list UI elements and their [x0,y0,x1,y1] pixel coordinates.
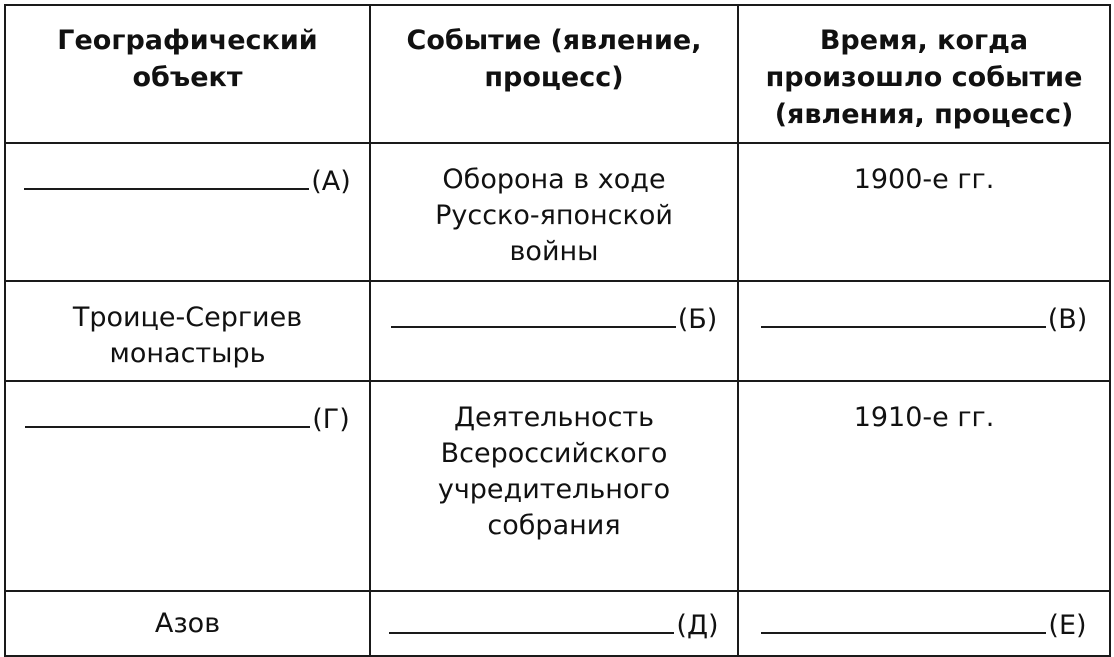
object-cell [5,591,370,656]
table-row [5,381,1110,591]
header-line: процесс) [484,62,624,93]
cell-line: 1910-е гг. [853,402,995,433]
blank-label: (Г) [312,404,350,435]
cell-line: собрания [487,510,621,541]
header-line: (явления, процесс) [774,99,1074,130]
time-cell [738,381,1110,591]
cell-line: учредительного [437,474,671,505]
task-table [4,4,1111,657]
cell-line: монастырь [109,338,266,369]
event-cell [370,143,738,281]
header-line: Событие (явление, [406,25,702,56]
header-line: произошло событие [765,62,1083,93]
header-event [370,5,738,143]
answer-blank-d[interactable] [370,591,738,656]
object-cell [5,281,370,381]
table-row [5,281,1110,381]
blank-label: (Д) [676,610,719,641]
table-row [5,143,1110,281]
blank-label: (А) [311,166,351,197]
cell-line: Оборона в ходе [442,164,666,195]
blank-line [389,606,674,634]
time-cell [738,143,1110,281]
answer-blank-b[interactable] [370,281,738,381]
cell-line: Троице-Сергиев [72,302,303,333]
blank-label: (В) [1047,304,1088,335]
answer-blank-v[interactable] [738,281,1110,381]
blank-label: (Б) [677,304,718,335]
blank-line [761,606,1046,634]
header-line: Географический [57,25,318,56]
cell-line: Русско-японской [435,200,673,231]
blank-line [25,400,310,428]
blank-line [761,300,1046,328]
header-line: Время, когда [819,25,1029,56]
cell-line: Деятельность [453,402,655,433]
answer-blank-g[interactable] [5,381,370,591]
event-cell [370,381,738,591]
header-row [5,5,1110,143]
header-time [738,5,1110,143]
cell-line: 1900-е гг. [853,164,995,195]
header-line: объект [132,62,243,93]
table-row [5,591,1110,656]
cell-line: Всероссийского [440,438,668,469]
blank-label: (Е) [1048,610,1087,641]
answer-blank-a[interactable] [5,143,370,281]
header-geographic-object [5,5,370,143]
blank-line [24,162,309,190]
answer-blank-e[interactable] [738,591,1110,656]
cell-line: Азов [154,608,221,639]
cell-line: войны [509,236,599,267]
blank-line [391,300,676,328]
